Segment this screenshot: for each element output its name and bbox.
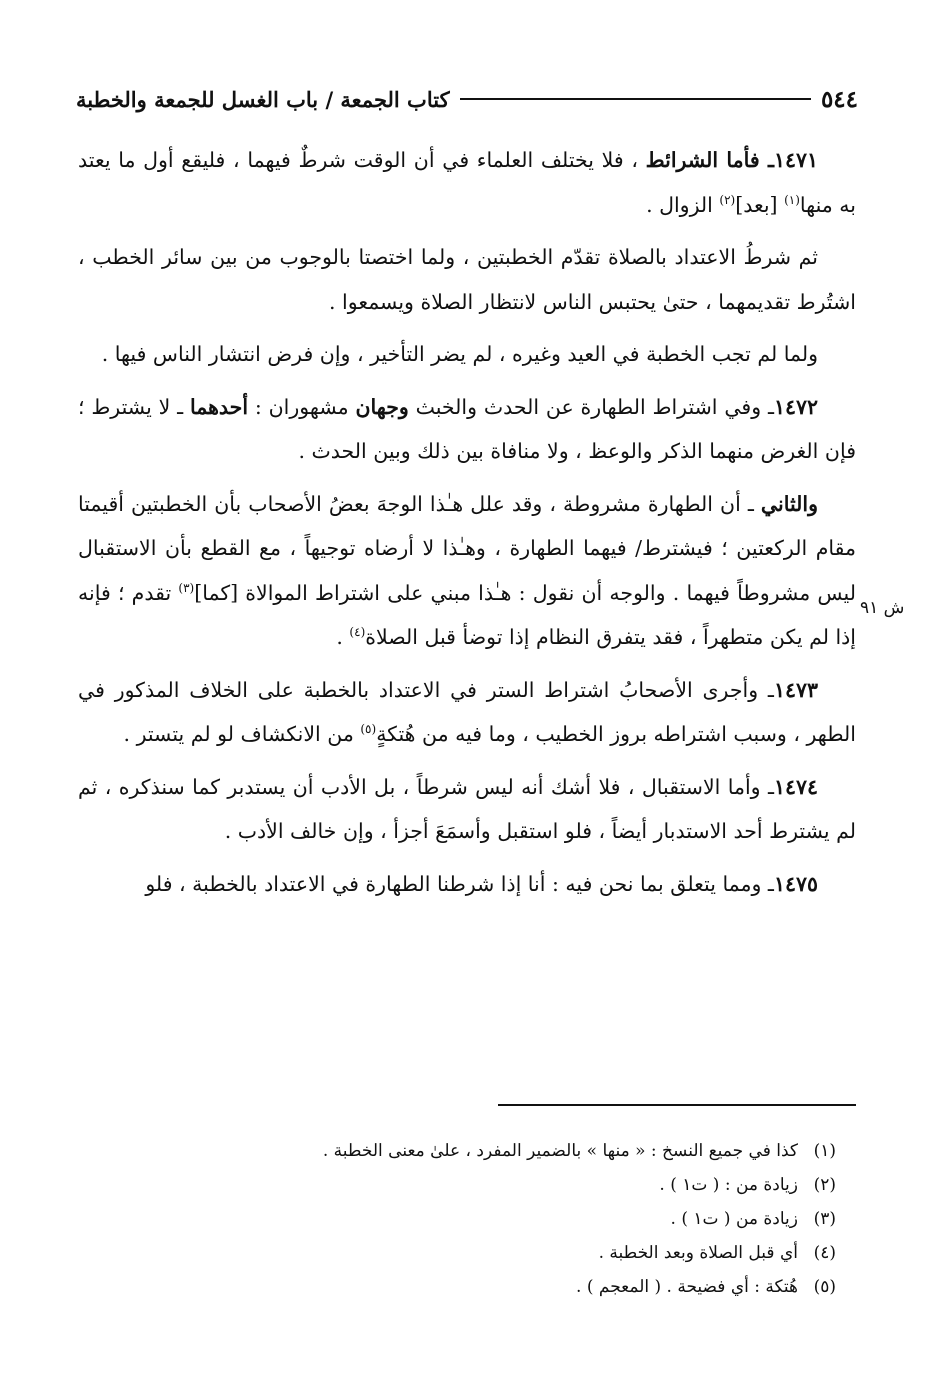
running-title: كتاب الجمعة / باب الغسل للجمعة والخطبة [76, 86, 450, 112]
text-span: مشهوران : [254, 394, 349, 419]
bold-term: أحدهما [190, 394, 249, 419]
text-span: ـ وأجرى الأصحابُ اشتراط الستر في الاعتداد بالخطبة على الخلاف المذكور في الطهر ، وسبب اشتراطه بروز الخطيب ، وما فيه من هُتكةٍ [78, 677, 856, 746]
text-span: . [336, 625, 343, 649]
footnote-text: هُتكة : أي فضيحة . ( المعجم ) . [576, 1277, 798, 1297]
footnote-number: (٢) [813, 1175, 836, 1195]
footnote [100, 1168, 856, 1202]
footnote-ref[interactable]: (٣) [178, 580, 195, 595]
footnote-text: زيادة من : ( ت١ ) . [659, 1175, 798, 1195]
page-header [76, 82, 858, 116]
footnote [100, 1202, 856, 1236]
footnote [100, 1236, 856, 1270]
text-span: ـ وفي اشتراط الطهارة عن الحدث والخبث [415, 394, 774, 419]
bold-heading: ـ فأما الشرائط [645, 148, 774, 172]
paragraph-1475 [78, 862, 856, 907]
paragraph-1472 [78, 385, 856, 474]
paragraph-number: ١٤٧٣ [773, 677, 818, 702]
text-span: تقدم ؛ فإنه إذا لم يكن متطهراً ، فقد يتفرق النظام إذا توضأ قبل الصلاة [78, 580, 856, 649]
header-rule [460, 98, 811, 100]
footnote [100, 1134, 856, 1168]
text-span: ـ أن الطهارة مشروطة ، وقد علل هـٰذا الوجهَ بعضُ الأصحاب بأن الخطبتين أقيمتا مقام الركعتين ؛ فيشترط/ فيهما الطهارة ، وهـٰذا لا أرضاه توجيهاً ، مع القطع بأن الاستقبال ليس مشروطاً فيهما . والوجه أن نقول : هـٰذا مبني على اشتراط الموالاة [كما] [78, 491, 856, 605]
footnote-ref[interactable]: (٢) [719, 192, 736, 207]
paragraph-1471 [78, 138, 856, 227]
text-span: ـ ومما يتعلق بما نحن فيه : أنا إذا شرطنا الطهارة في الاعتداد بالخطبة ، فلو [145, 871, 774, 896]
footnotes [100, 1134, 856, 1304]
footnote [100, 1270, 856, 1304]
page-number: ٥٤٤ [820, 85, 858, 113]
paragraph-number: ١٤٧٥ [773, 871, 818, 896]
footnote-ref[interactable]: (٤) [349, 625, 366, 640]
paragraph-text: ثم شرطُ الاعتداد بالصلاة تقدّم الخطبتين ، ولما اختصتا بالوجوب من بين سائر الخطب ، اشتُرط تقديمهما ، حتىٰ يحتبس الناس لانتظار الصلاة ويسمعوا . [78, 245, 856, 314]
paragraph-1474 [78, 765, 856, 854]
footnote-number: (١) [813, 1141, 836, 1161]
paragraph-number: ١٤٧١ [773, 148, 818, 172]
footnote-ref[interactable]: (١) [784, 192, 800, 207]
margin-note: ش ٩١ [860, 598, 905, 618]
paragraph-text: ولما لم تجب الخطبة في العيد وغيره ، لم يضر التأخير ، وإن فرض انتشار الناس فيها . [101, 342, 818, 366]
text-span: ، فلا يختلف العلماء في أن الوقت شرطٌ فيهما ، فليقع أول ما يعتد به منها [78, 148, 856, 217]
text-span: ـ وأما الاستقبال ، فلا أشك أنه ليس شرطاً ، بل الأدب أن يستدبر كما سنذكره ، ثم لم يشترط أحد الاستدبار أيضاً ، فلو استقبل وأسمَعَ أجزأ ، وإن خالف الأدب . [78, 774, 856, 843]
footnote-number: (٣) [813, 1209, 836, 1229]
text-span: الزوال . [646, 192, 713, 217]
footnote-rule [498, 1104, 856, 1106]
footnote-number: (٥) [813, 1277, 836, 1297]
bold-term: والثاني [760, 491, 818, 516]
footnote-text: زيادة من ( ت١ ) . [670, 1209, 798, 1229]
paragraph-1473 [78, 668, 856, 757]
paragraph-number: ١٤٧٢ [773, 394, 818, 419]
footnote-text: أي قبل الصلاة وبعد الخطبة . [598, 1243, 798, 1263]
footnote-number: (٤) [813, 1243, 836, 1263]
footnote-ref[interactable]: (٥) [360, 722, 377, 737]
text-span: [بعد] [735, 192, 778, 217]
paragraph-second-view [78, 482, 856, 660]
bold-term: وجهان [355, 394, 409, 419]
paragraph-number: ١٤٧٤ [773, 774, 818, 799]
text-span: ـ لا يشترط ؛ فإن الغرض منهما الذكر والوعظ ، ولا منافاة بين ذلك وبين الحدث . [78, 394, 856, 463]
text-span: من الانكشاف لو لم يتستر . [123, 722, 354, 746]
main-text [78, 138, 856, 914]
footnote-text: كذا في جميع النسخ : « منها » بالضمير المفرد ، علىٰ معنى الخطبة . [322, 1141, 798, 1161]
